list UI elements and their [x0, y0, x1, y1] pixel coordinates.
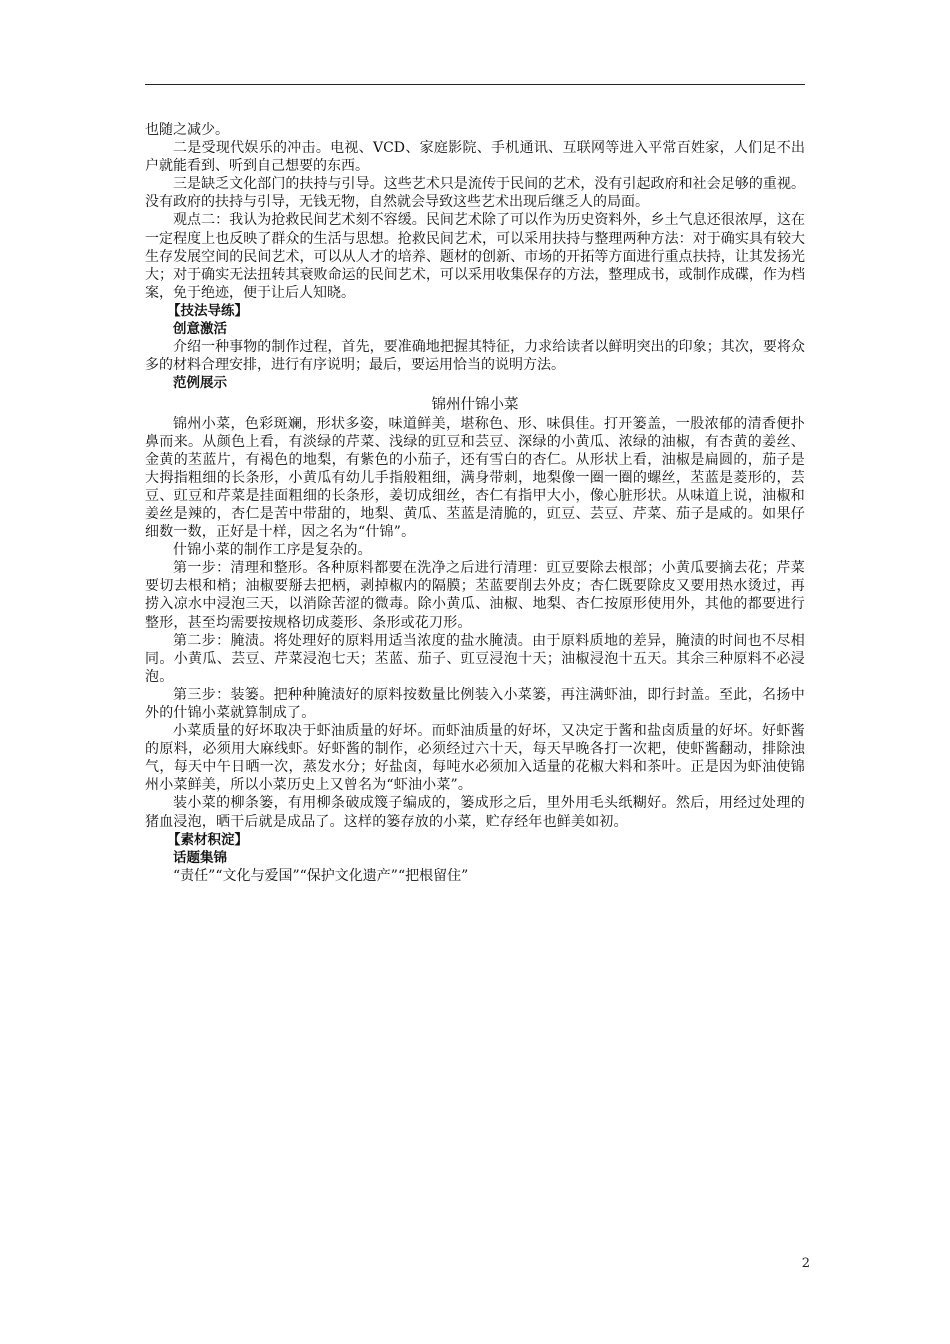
section-heading-material: 【素材积淀】	[167, 831, 248, 848]
paragraph: 什锦小菜的制作工序是复杂的。	[173, 542, 372, 559]
topic-list: “责任”“文化与爱国”“保护文化遗产”“把根留住”	[173, 867, 469, 884]
paragraph: 也随之减少。	[145, 122, 229, 138]
subheading-topics: 话题集锦	[173, 849, 227, 866]
paragraph: 第一步：清理和整形。各种原料都要在洗净之后进行清理：豇豆要除去根部；小黄瓜要摘去花；芹菜要切去根和梢；油椒要掰去把柄，剥掉椒内的隔膜；苤蓝要削去外皮；杏仁既要除皮又要用热水烫过，再捞入凉水中浸泡三天，以消除苦涩的微毒。除小黄瓜、油椒、地梨、杏仁按原形使用外，其他的都要进行整形，甚至均需要按规格切成菱形、条形或花刀形。	[145, 560, 805, 631]
page-number: 2	[801, 1256, 810, 1271]
subheading-creative: 创意激活	[173, 321, 227, 338]
paragraph: 装小菜的柳条篓，有用柳条破成篾子编成的，篓成形之后，里外用毛头纸糊好。然后，用经过处理的猪血浸泡，晒干后就是成品了。这样的篓存放的小菜，贮存经年也鲜美如初。	[145, 795, 805, 830]
paragraph: 第三步：装篓。把种种腌渍好的原料按数量比例装入小菜篓，再注满虾油，即行封盖。至此，名扬中外的什锦小菜就算制成了。	[145, 686, 805, 721]
paragraph: 介绍一种事物的制作过程，首先，要准确地把握其特征，力求给读者以鲜明突出的印象；其次，要将众多的材料合理安排，进行有序说明；最后，要运用恰当的说明方法。	[145, 339, 805, 374]
paragraph: 锦州小菜，色彩斑斓，形状多姿，味道鲜美，堪称色、形、味俱佳。打开篓盖，一股浓郁的清香便扑鼻而来。从颜色上看，有淡绿的芹菜、浅绿的豇豆和芸豆、深绿的小黄瓜、浓绿的油椒，有杏黄的姜丝、金黄的苤蓝片，有褐色的地梨，有紫色的小茄子，还有雪白的杏仁。从形状上看，油椒是扁圆的，茄子是大拇指粗细的长条形，小黄瓜有幼儿手指般粗细，满身带刺，地梨像一圈一圈的螺丝，苤蓝是菱形的，芸豆、豇豆和芹菜是挂面粗细的长条形，姜切成细丝，杏仁有指甲大小，像心脏形状。从味道上说，油椒和姜丝是辣的，杏仁是苦中带甜的，地梨、黄瓜、苤蓝是清脆的，豇豆、芸豆、芹菜、茄子是咸的。如果仔细数一数，正好是十样，因之名为“什锦”。	[145, 415, 805, 541]
example-body	[145, 415, 805, 831]
paragraph: 三是缺乏文化部门的扶持与引导。这些艺术只是流传于民间的艺术，没有引起政府和社会足够的重视。没有政府的扶持与引导，无钱无物，自然就会导致这些艺术出现后继乏人的局面。	[145, 176, 805, 211]
section-heading-technique: 【技法导练】	[167, 302, 248, 319]
paragraph: 小菜质量的好坏取决于虾油质量的好坏。而虾油质量的好坏，又决定于酱和盐卤质量的好坏。好虾酱的原料，必须用大麻线虾。好虾酱的制作，必须经过六十天，每天早晚各打一次耙，使虾酱翻动，排除浊气，每天中午日晒一次，蒸发水分；好盐卤，每吨水必须加入适量的花椒大料和茶叶。正是因为虾油使锦州小菜鲜美，所以小菜历史上又曾名为“虾油小菜”。	[145, 723, 805, 794]
header-rule	[145, 84, 805, 85]
page-content	[145, 121, 805, 885]
paragraph: 第二步：腌渍。将处理好的原料用适当浓度的盐水腌渍。由于原料质地的差异，腌渍的时间也不尽相同。小黄瓜、芸豆、芹菜浸泡七天；苤蓝、茄子、豇豆浸泡十天；油椒浸泡十五天。其余三种原料不必浸泡。	[145, 632, 805, 685]
subheading-example: 范例展示	[173, 375, 227, 392]
paragraph: 二是受现代娱乐的冲击。电视、VCD、家庭影院、手机通讯、互联网等进入平常百姓家，人们足不出户就能看到、听到自己想要的东西。	[145, 140, 805, 175]
paragraph: 观点二：我认为抢救民间艺术刻不容缓。民间艺术除了可以作为历史资料外，乡土气息还很浓厚，这在一定程度上也反映了群众的生活与思想。抢救民间艺术，可以采用扶持与整理两种方法：对于确实具有较大生存发展空间的民间艺术，可以从人才的培养、题材的创新、市场的开拓等方面进行重点扶持，让其发扬光大；对于确实无法扭转其衰败命运的民间艺术，可以采用收集保存的方法，整理成书，或制作成碟，作为档案，免于绝迹，便于让后人知晓。	[145, 212, 805, 301]
example-title: 锦州什锦小菜	[431, 397, 519, 414]
